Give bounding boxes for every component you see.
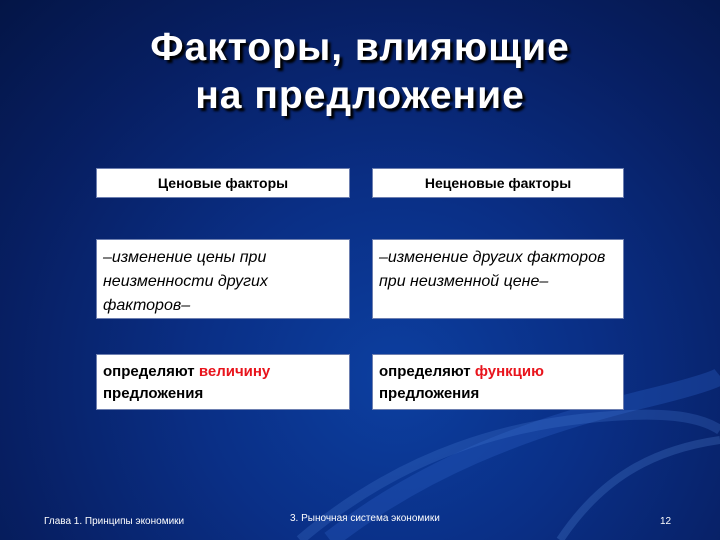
price-factors-determines [96, 354, 350, 410]
price-determines-highlight: величину [198, 363, 271, 380]
nonprice-determines-prefix: определяют [379, 363, 471, 380]
title-line-1: Факторы, влияющие [150, 26, 570, 69]
price-determines-prefix: определяют [103, 363, 195, 380]
price-factors-header-label: Ценовые факторы [157, 175, 289, 191]
price-factors-description [96, 239, 350, 319]
footer-section: 3. Рыночная система экономики [290, 513, 440, 524]
slide-title [0, 24, 720, 120]
price-factors-header [96, 168, 350, 198]
nonprice-determines-highlight: функцию [474, 363, 544, 380]
price-factors-description-text: –изменение цены при неизменности других факторов– [103, 249, 268, 314]
footer-page-number: 12 [660, 516, 672, 527]
nonprice-factors-header-label: Неценовые факторы [424, 175, 572, 191]
title-line-2: на предложение [195, 74, 525, 117]
nonprice-factors-header [372, 168, 624, 198]
nonprice-determines-suffix: предложения [379, 385, 480, 402]
nonprice-factors-description-text: –изменение других факторов при неизменной цене– [379, 249, 606, 290]
price-determines-suffix: предложения [103, 385, 204, 402]
nonprice-factors-description [372, 239, 624, 319]
nonprice-factors-determines [372, 354, 624, 410]
footer-chapter: Глава 1. Принципы экономики [44, 516, 185, 527]
